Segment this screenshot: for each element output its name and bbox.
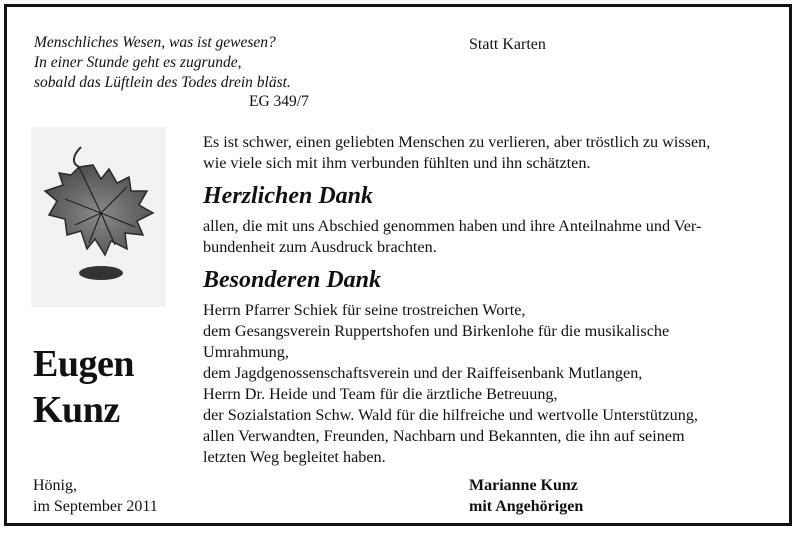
- thanks2-line-5: Herrn Dr. Heide und Team für die ärztliche Betreuung,: [203, 385, 558, 403]
- first-name: Eugen: [33, 343, 134, 385]
- thanks2-line-2: dem Gesangsverein Ruppertshofen und Birkenlohe für die musikalische: [203, 322, 670, 340]
- signature-name: Marianne Kunz: [469, 477, 578, 494]
- verse-line-2: In einer Stunde geht es zugrunde,: [34, 54, 242, 71]
- thanks2-line-7: allen Verwandten, Freunden, Nachbarn und Bekannten, die ihn auf seinem: [203, 427, 685, 445]
- intro-line-1: Es ist schwer, einen geliebten Menschen zu verlieren, aber tröstlich zu wissen,: [203, 133, 711, 151]
- verse-reference: EG 349/7: [249, 93, 309, 110]
- besonderen-dank-paragraph: [203, 300, 773, 468]
- thanks2-line-8: letzten Weg begleitet haben.: [203, 448, 386, 466]
- thanks1-line-1: allen, die mit uns Abschied genommen haben und ihre Anteilnahme und Ver-: [203, 217, 702, 235]
- verse-line-3: sobald das Lüftlein des Todes drein bläst.: [34, 74, 291, 91]
- statt-karten-notice: Statt Karten: [469, 36, 546, 53]
- place-date: [33, 475, 158, 517]
- thanks2-line-4: dem Jagdgenossenschaftsverein und der Raiffeisenbank Mutlangen,: [203, 364, 643, 382]
- thanks2-line-1: Herrn Pfarrer Schiek für seine trostreichen Worte,: [203, 301, 526, 319]
- thanks2-line-6: der Sozialstation Schw. Wald für die hilfreiche und wertvolle Unterstützung,: [203, 406, 698, 424]
- place-date-text: im September 2011: [33, 498, 158, 515]
- heading-herzlichen-dank: Herzlichen Dank: [203, 183, 374, 209]
- last-name: Kunz: [33, 389, 120, 431]
- maple-leaf-icon: [31, 127, 166, 307]
- herzlichen-dank-paragraph: [203, 216, 773, 258]
- thanks-text: [203, 132, 773, 468]
- thanks2-line-3: Umrahmung,: [203, 343, 289, 361]
- obituary-card: [4, 4, 792, 526]
- deceased-name: [33, 341, 134, 433]
- signature-relatives: mit Angehörigen: [469, 498, 584, 515]
- verse-line-1: Menschliches Wesen, was ist gewesen?: [34, 34, 276, 51]
- signature: [469, 475, 583, 517]
- heading-besonderen-dank: Besonderen Dank: [203, 267, 382, 293]
- thanks1-line-2: bundenheit zum Ausdruck brachten.: [203, 238, 437, 256]
- place-town: Hönig,: [33, 477, 77, 494]
- intro-paragraph: [203, 132, 773, 174]
- bible-verse: [34, 33, 291, 93]
- intro-line-2: wie viele sich mit ihm verbunden fühlten und ihn schätzten.: [203, 154, 591, 172]
